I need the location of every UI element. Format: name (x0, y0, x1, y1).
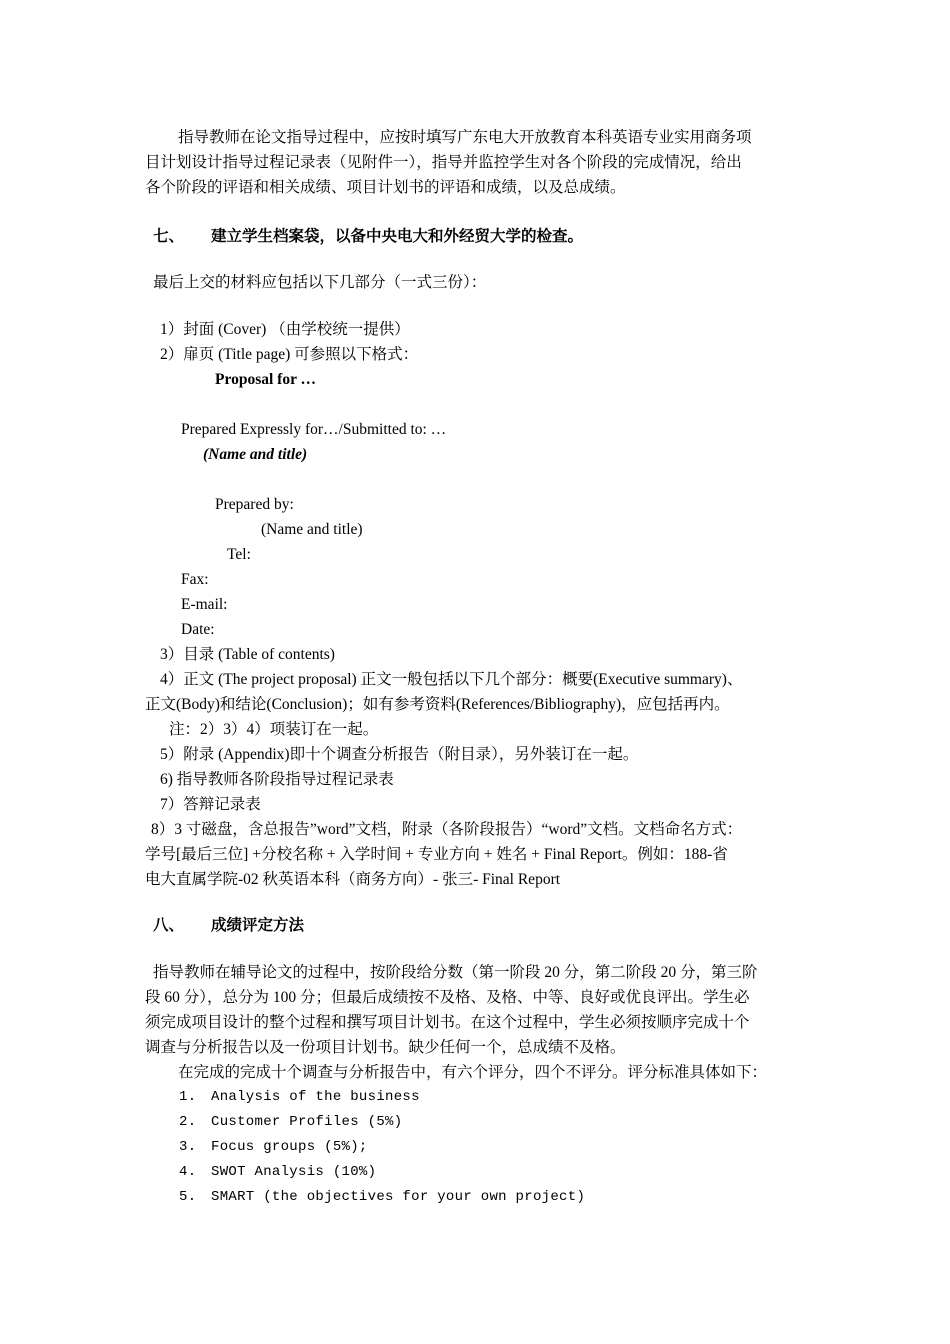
binding-note: 注：2）3）4）项装订在一起。 (169, 721, 379, 738)
item-7-defense: 7）答辩记录表 (160, 796, 261, 813)
proposal-for-heading: Proposal for … (215, 371, 317, 388)
criteria-list-item (179, 1135, 368, 1160)
name-and-title-italic: (Name and title) (203, 446, 308, 463)
item-4-line-2: 正文(Body)和结论(Conclusion)；如有参考资料(References/Bibliography)，应包括再内。 (145, 696, 730, 713)
list-number: 2. (179, 1114, 197, 1130)
item-1-cover: 1）封面 (Cover) （由学校统一提供） (160, 321, 410, 338)
name-and-title: (Name and title) (261, 521, 363, 538)
list-text: SWOT Analysis (10%) (211, 1164, 377, 1180)
fax-label: Fax: (181, 571, 209, 588)
grading-line-2: 段 60 分），总分为 100 分；但最后成绩按不及格、及格、中等、良好或优良评出。学生必 (145, 989, 750, 1006)
intro-line-3: 各个阶段的评语和相关成绩、项目计划书的评语和成绩，以及总成绩。 (145, 179, 626, 196)
prepared-for-line: Prepared Expressly for…/Submitted to: … (181, 421, 447, 438)
list-text: Focus groups (5%); (211, 1139, 368, 1155)
section-7-lead: 最后上交的材料应包括以下几部分（一式三份）： (153, 274, 487, 291)
item-3-contents: 3）目录 (Table of contents) (160, 646, 335, 663)
grading-line-1: 指导教师在辅导论文的过程中，按阶段给分数（第一阶段 20 分，第二阶段 20 分，第三阶 (153, 964, 758, 981)
grading-line-4: 调查与分析报告以及一份项目计划书。缺少任何一个，总成绩不及格。 (145, 1039, 626, 1056)
prepared-by-line: Prepared by: (215, 496, 294, 513)
grading-line-3: 须完成项目设计的整个过程和撰写项目计划书。在这个过程中，学生必须按顺序完成十个 (145, 1014, 750, 1031)
list-text: Customer Profiles (5%) (211, 1114, 403, 1130)
section-7-number: 七、 (153, 228, 185, 245)
intro-line-1: 指导教师在论文指导过程中，应按时填写广东电大开放教育本科英语专业实用商务项 (178, 129, 752, 146)
item-2-title-page: 2）扉页 (Title page) 可参照以下格式： (160, 346, 419, 363)
criteria-list-item (179, 1160, 376, 1185)
tel-label: Tel: (227, 546, 251, 563)
item-8-line-2: 学号[最后三位] +分校名称 + 入学时间 + 专业方向 + 姓名 + Final Report。例如：188-省 (145, 846, 728, 863)
criteria-list-item (179, 1085, 420, 1110)
item-5-appendix: 5）附录 (Appendix)即十个调查分析报告（附目录），另外装订在一起。 (160, 746, 639, 763)
list-number: 3. (179, 1139, 197, 1155)
list-number: 4. (179, 1164, 197, 1180)
section-8-title: 成绩评定方法 (211, 917, 305, 934)
section-7-title: 建立学生档案袋，以备中央电大和外经贸大学的检查。 (211, 228, 584, 245)
list-text: SMART (the objectives for your own project) (211, 1189, 586, 1205)
item-4-line-1: 4）正文 (The project proposal) 正文一般包括以下几个部分：概要(Executive summary)、 (160, 671, 743, 688)
list-text: Analysis of the business (211, 1089, 420, 1105)
item-8-line-1: 8）3 寸磁盘，含总报告”word”文档，附录（各阶段报告）“word”文档。文档命名方式： (151, 821, 743, 838)
email-label: E-mail: (181, 596, 228, 613)
date-label: Date: (181, 621, 215, 638)
item-8-line-3: 电大直属学院-02 秋英语本科（商务方向）- 张三- Final Report (145, 871, 561, 888)
section-8-number: 八、 (153, 917, 185, 934)
criteria-list-item (179, 1110, 402, 1135)
list-number: 1. (179, 1089, 197, 1105)
criteria-list-item (179, 1185, 585, 1210)
item-6-records: 6) 指导教师各阶段指导过程记录表 (160, 771, 394, 788)
list-number: 5. (179, 1189, 197, 1205)
intro-line-2: 目计划设计指导过程记录表（见附件一），指导并监控学生对各个阶段的完成情况，给出 (145, 154, 742, 171)
grading-criteria-intro: 在完成的完成十个调查与分析报告中，有六个评分，四个不评分。评分标准具体如下： (178, 1064, 768, 1081)
